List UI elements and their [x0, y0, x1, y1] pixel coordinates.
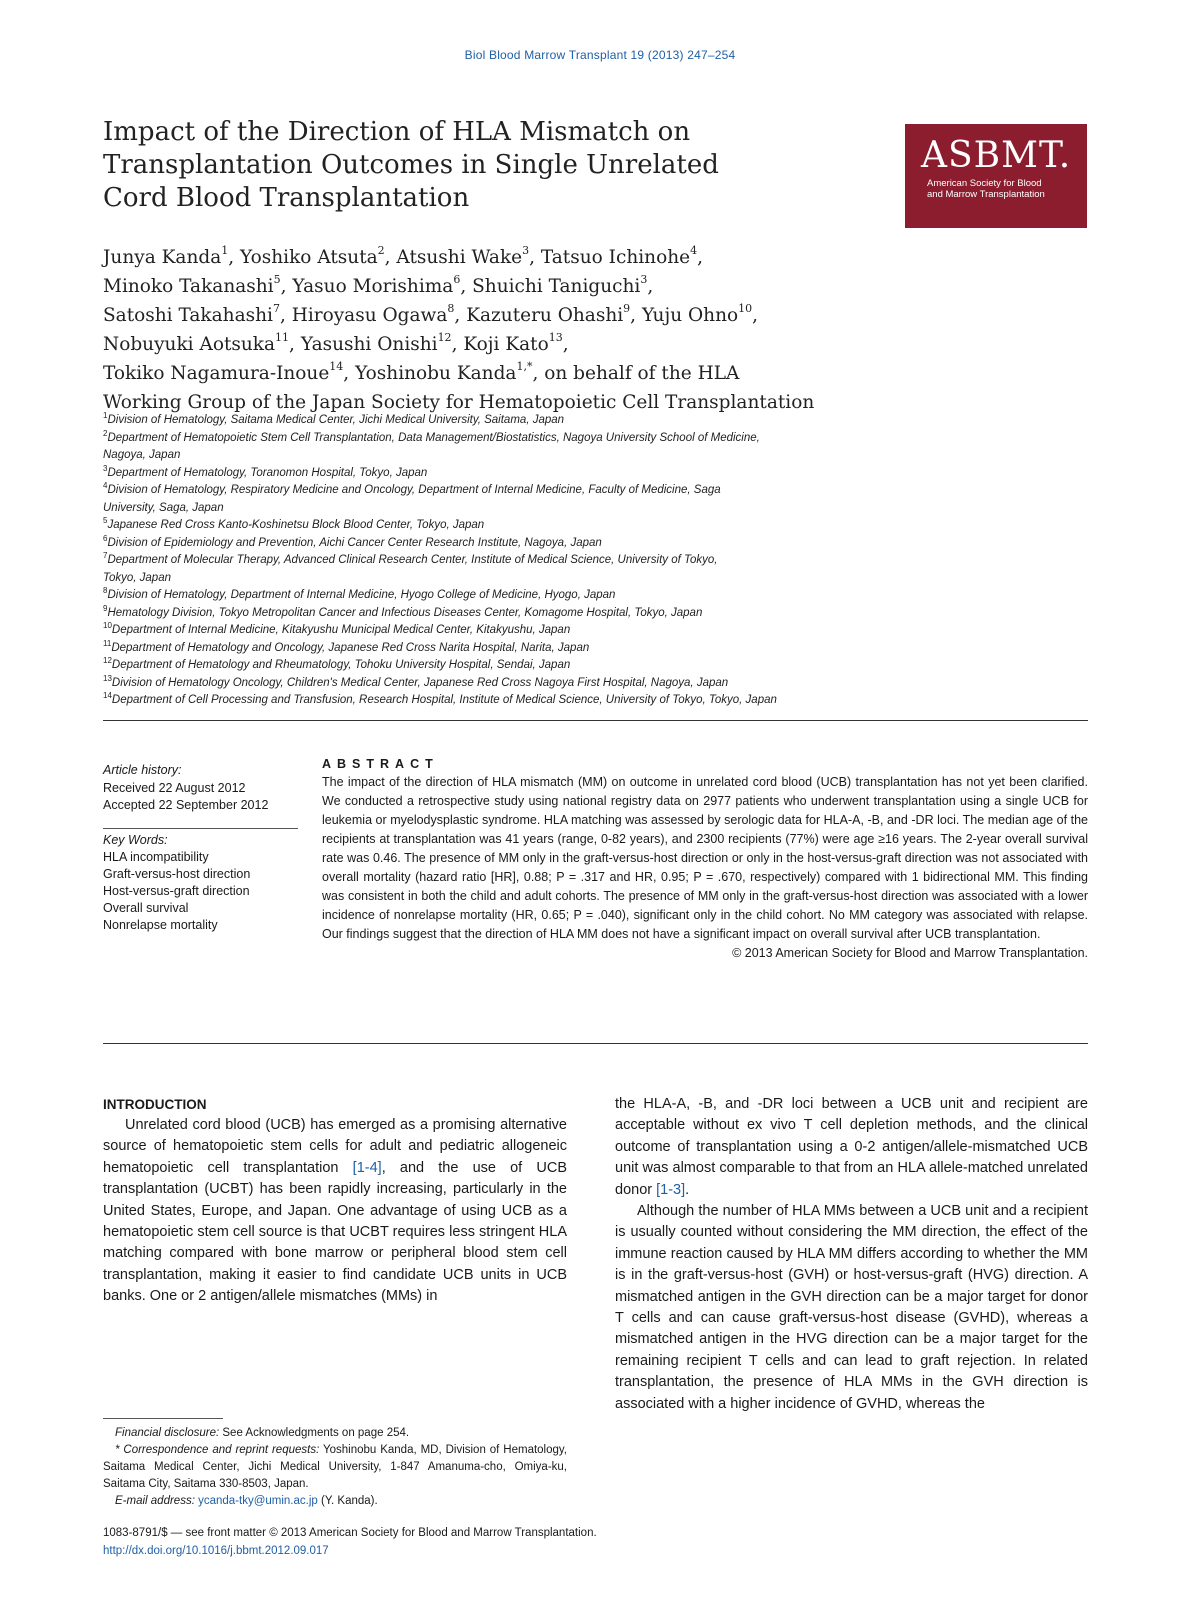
email-line — [103, 1493, 567, 1510]
paragraph — [615, 1094, 1088, 1201]
keyword-item: Nonrelapse mortality — [103, 918, 218, 932]
affiliation-marker[interactable]: 4 — [690, 244, 698, 257]
affiliation-text: Department of Internal Medicine, Kitakyushu Municipal Medical Center, Kitakyushu, Japan — [111, 624, 571, 636]
affiliation-text: Department of Hematology and Oncology, Japanese Red Cross Narita Hospital, Narita, Japan — [111, 641, 590, 654]
affiliation-marker[interactable]: 6 — [453, 273, 461, 286]
author-name: Junya Kanda — [103, 247, 222, 268]
affiliation-text: Hematology Division, Tokyo Metropolitan Cancer and Infectious Diseases Center, Komagome Hospital, Tokyo, Japan — [107, 606, 703, 619]
affiliation-line — [103, 552, 1003, 570]
affiliation-line — [103, 657, 1003, 675]
author-separator: , — [697, 247, 703, 268]
affiliation-marker[interactable]: 1 — [221, 244, 229, 257]
footnote-text: Yoshinobu Kanda, MD, Division of Hematology, Saitama Medical Center, Jichi Medical University, 1-847 Amanuma-cho, Omiya-ku, Saitama City, Saitama 330-8503, Japan. — [103, 1444, 567, 1490]
footnote-text: (Y. Kanda). — [317, 1495, 378, 1507]
author-separator: , — [279, 305, 292, 326]
paragraph-text: Unrelated cord blood (UCB) has emerged as a promising alternative source of hematopoietic stem cells for adult and pediatric allogeneic hematopoietic cell transplantation — [103, 1117, 567, 1176]
author-name: Yasuo Morishima — [292, 276, 454, 297]
affiliation-text: University, Saga, Japan — [103, 501, 224, 514]
keyword-item: HLA incompatibility — [103, 850, 209, 864]
author-separator: , on behalf of the HLA — [532, 363, 740, 384]
article-title — [103, 116, 803, 215]
affiliation-line — [103, 500, 1003, 518]
affiliation-text: Nagoya, Japan — [103, 449, 181, 461]
affiliation-line — [103, 430, 1003, 448]
affiliation-marker[interactable]: 11 — [275, 331, 290, 344]
author-separator: , — [460, 276, 473, 297]
affiliation-number: 2 — [103, 428, 108, 438]
author-name: Koji Kato — [463, 334, 549, 355]
author-separator: , — [647, 276, 654, 297]
history-label: Article history: — [103, 763, 182, 777]
divider — [103, 828, 298, 829]
footnote-label: E-mail address: — [115, 1495, 195, 1507]
abstract — [322, 755, 1088, 963]
affiliation-marker[interactable]: 2 — [377, 244, 385, 257]
author-name: Satoshi Takahashi — [103, 305, 273, 326]
affiliation-marker[interactable]: 10 — [738, 302, 753, 315]
right-column — [615, 1094, 1088, 1415]
affiliation-marker[interactable]: 8 — [447, 302, 455, 315]
affiliation-text: Department of Hematology, Toranomon Hospital, Tokyo, Japan — [107, 466, 428, 479]
author-list — [103, 243, 1003, 417]
affiliation-line — [103, 692, 1003, 710]
title-line: Impact of the Direction of HLA Mismatch on — [103, 117, 691, 147]
affiliation-text: Department of Hematology and Rheumatology, Tohoku University Hospital, Sendai, Japan — [111, 659, 571, 671]
affiliation-number: 5 — [103, 516, 108, 525]
title-line: Cord Blood Transplantation — [103, 183, 470, 213]
author-name: Nobuyuki Aotsuka — [103, 334, 276, 355]
author-name: Tatsuo Ichinohe — [540, 247, 691, 268]
copyright-notice: © 2013 American Society for Blood and Marrow Transplantation. — [732, 946, 1088, 960]
author-separator: , — [562, 334, 569, 355]
affiliation-number: 10 — [103, 621, 112, 630]
affiliation-text: Tokyo, Japan — [103, 571, 171, 584]
affiliation-line — [103, 640, 1003, 658]
author-name: Yasushi Onishi — [300, 334, 438, 355]
author-separator: , — [228, 247, 241, 268]
affiliation-text: Department of Cell Processing and Transfusion, Research Hospital, Institute of Medical Science, University of Tokyo, Tokyo, Japan — [111, 694, 777, 706]
asbmt-logo — [905, 124, 1087, 228]
affiliation-line — [103, 605, 1003, 623]
author-separator: , — [630, 305, 642, 326]
affiliation-number: 7 — [103, 551, 108, 560]
affiliation-text: Department of Hematopoietic Stem Cell Transplantation, Data Management/Biostatistics, Nagoya University School of Medicine, — [107, 431, 760, 444]
author-name: Working Group of the Japan Society for Hematopoietic Cell Transplantation — [103, 392, 815, 413]
affiliation-number: 11 — [103, 638, 112, 648]
affiliation-marker[interactable]: 3 — [522, 244, 530, 257]
logo-subtitle — [927, 178, 1071, 200]
author-separator: , — [280, 276, 293, 297]
section-heading: INTRODUCTION — [103, 1097, 207, 1112]
affiliation-text: Division of Hematology, Department of Internal Medicine, Hyogo College of Medicine, Hyogo, Japan — [107, 589, 616, 601]
author-separator: , — [384, 247, 397, 268]
paragraph-text: , and the use of UCB transplantation (UCBT) has been rapidly increasing, particularly in the United States, Europe, and Japan. One advantage of using UCB as a hematopoietic stem cell source is that UCBT requires less stringent HLA matching compared with bone marrow or peripheral blood stem cell transplantation, making it easier to find candidate UCB units in UCB banks. One or 2 antigen/allele mismatches (MMs) in — [103, 1159, 567, 1305]
footnote-divider — [103, 1418, 223, 1419]
affiliation-marker[interactable]: 7 — [272, 302, 280, 315]
affiliation-line — [103, 465, 1003, 483]
author-separator: , — [529, 247, 541, 268]
affiliation-marker[interactable]: 3 — [640, 273, 648, 286]
keywords-label: Key Words: — [103, 833, 168, 847]
logo-wordmark: ASBMT. — [921, 135, 1072, 176]
received-date: Received 22 August 2012 — [103, 780, 246, 795]
footnote-label: Financial disclosure: — [115, 1427, 220, 1439]
affiliation-text: Japanese Red Cross Kanto-Koshinetsu Block Blood Center, Tokyo, Japan — [107, 519, 485, 531]
affiliation-line — [103, 482, 1003, 500]
paragraph-text: the HLA-A, -B, and -DR loci between a UCB unit and recipient are acceptable without ex vivo T cell depletion methods, and the clinical outcome of transplantation using a 0-2 antigen/allele-mismatched UCB unit was almost comparable to that from an HLA allele-matched unrelated donor — [615, 1096, 1088, 1198]
correspondence — [103, 1442, 567, 1493]
author-name: Tokiko Nagamura-Inoue — [103, 363, 330, 384]
affiliation-line — [103, 570, 1003, 588]
accepted-date: Accepted 22 September 2012 — [103, 798, 269, 812]
author-separator: , — [752, 305, 759, 326]
author-separator: , — [343, 363, 356, 384]
issn-line: 1083-8791/$ — see front matter © 2013 American Society for Blood and Marrow Transplantation. — [103, 1527, 597, 1539]
author-line — [103, 359, 1003, 388]
divider — [103, 720, 1088, 721]
financial-disclosure — [103, 1425, 567, 1442]
affiliation-marker[interactable]: 13 — [548, 331, 563, 344]
affiliation-number: 9 — [103, 603, 108, 613]
citation-link[interactable]: [1-3] — [656, 1181, 686, 1198]
footnote-label: * Correspondence and reprint requests: — [115, 1444, 320, 1456]
affiliation-marker[interactable]: 12 — [437, 331, 452, 344]
affiliation-text: Division of Hematology, Respiratory Medicine and Oncology, Department of Internal Medicine, Faculty of Medicine, Saga — [107, 484, 721, 496]
affiliation-number: 14 — [103, 691, 112, 700]
keyword-item: Overall survival — [103, 901, 189, 915]
affiliation-line — [103, 517, 1003, 535]
affiliation-line — [103, 535, 1003, 553]
affiliation-number: 8 — [103, 586, 108, 595]
keyword-item: Host-versus-graft direction — [103, 884, 250, 898]
affiliation-number: 12 — [103, 656, 112, 665]
affiliation-line — [103, 587, 1003, 605]
paragraph — [103, 1115, 567, 1308]
paragraph: Although the number of HLA MMs between a UCB unit and a recipient is usually counted without considering the MM direction, the effect of the immune reaction caused by HLA MM differs according to whether the MM is in the graft-versus-host (GVH) or host-versus-graft (HVG) direction. A mismatched antigen in the GVH direction can be a major target for donor T cells and can cause graft-versus-host disease (GVHD), whereas a mismatched antigen in the HVG direction can be a major target for the remaining recipient T cells and can lead to graft rejection. In related transplantation, the presence of HLA MMs in the GVH direction is associated with a higher incidence of GVHD, whereas the — [615, 1203, 1088, 1412]
affiliation-text: Division of Hematology Oncology, Children's Medical Center, Japanese Red Cross Nagoya First Hospital, Nagoya, Japan — [111, 676, 729, 689]
keywords — [103, 832, 298, 934]
affiliation-number: 13 — [103, 673, 112, 683]
page-footer — [103, 1524, 803, 1560]
journal-reference[interactable]: Biol Blood Marrow Transplant 19 (2013) 247–254 — [464, 48, 736, 62]
author-line — [103, 243, 1003, 272]
email-link[interactable]: ycanda-tky@umin.ac.jp — [198, 1495, 318, 1507]
divider — [103, 1043, 1088, 1044]
logo-subtitle-line: and Marrow Transplantation — [927, 189, 1045, 200]
affiliation-text: Division of Hematology, Saitama Medical Center, Jichi Medical University, Saitama, Japan — [107, 414, 565, 426]
affiliation-text: Division of Epidemiology and Prevention, Aichi Cancer Center Research Institute, Nagoya, Japan — [107, 536, 602, 549]
footnote-text: See Acknowledgments on page 254. — [219, 1427, 410, 1439]
paragraph-text: . — [685, 1181, 690, 1198]
author-name: Yuju Ohno — [641, 305, 739, 326]
affiliation-list — [103, 412, 1003, 710]
affiliation-line — [103, 412, 1003, 430]
author-separator: , — [451, 334, 464, 355]
footnotes — [103, 1425, 567, 1510]
affiliation-number: 4 — [103, 481, 108, 490]
abstract-heading: ABSTRACT — [322, 757, 439, 771]
author-line — [103, 301, 1003, 330]
affiliation-number: 3 — [103, 463, 108, 473]
logo-subtitle-line: American Society for Blood — [927, 178, 1042, 189]
author-name: Shuichi Taniguchi — [472, 276, 641, 297]
author-name: Yoshiko Atsuta — [240, 247, 378, 268]
keyword-item: Graft-versus-host direction — [103, 867, 251, 881]
affiliation-line — [103, 447, 1003, 465]
author-name: Atsushi Wake — [396, 247, 523, 268]
citation-link[interactable]: [1-4] — [352, 1159, 382, 1176]
author-separator: , — [289, 334, 301, 355]
affiliation-marker[interactable]: 5 — [273, 273, 281, 286]
author-separator: , — [454, 305, 467, 326]
affiliation-number: 6 — [103, 533, 108, 543]
affiliation-marker[interactable]: 1,* — [516, 360, 533, 373]
affiliation-number: 1 — [103, 411, 108, 420]
author-line — [103, 272, 1003, 301]
affiliation-line — [103, 675, 1003, 693]
affiliation-text: Department of Molecular Therapy, Advanced Clinical Research Center, Institute of Medical Science, University of Tokyo, — [107, 554, 718, 566]
author-name: Yoshinobu Kanda — [355, 363, 517, 384]
doi-link[interactable]: http://dx.doi.org/10.1016/j.bbmt.2012.09.017 — [103, 1545, 329, 1557]
author-name: Hiroyasu Ogawa — [291, 305, 448, 326]
affiliation-marker[interactable]: 14 — [329, 360, 344, 373]
affiliation-line — [103, 622, 1003, 640]
article-history — [103, 762, 298, 815]
author-name: Kazuteru Ohashi — [466, 305, 624, 326]
author-name: Minoko Takanashi — [103, 276, 274, 297]
abstract-body: The impact of the direction of HLA mismatch (MM) on outcome in unrelated cord blood (UCB) transplantation has not yet been clarified. We conducted a retrospective study using national registry data on 2977 patients who underwent transplantation using a single UCB for leukemia or myelodysplastic syndrome. HLA matching was assessed by serologic data for HLA-A, -B, and -DR loci. The median age of the recipients at transplantation was 41 years (range, 0-82 years), and 2300 recipients (77%) were age ≥16 years. The 2-year overall survival rate was 0.46. The presence of MM only in the graft-versus-host direction or only in the host-versus-graft direction was not associated with overall mortality (hazard ratio [HR], 0.88; P = .317 and HR, 0.95; P = .670, respectively) compared with 1 bidirectional MM. This finding was consistent in both the child and adult cohorts. The presence of MM only in the graft-versus-host direction was associated with a lower incidence of nonrelapse mortality (HR, 0.65; P = .040), significant only in the child cohort. No MM category was associated with relapse. Our findings suggest that the direction of HLA MM does not have a significant impact on overall survival after UCB transplantation. — [322, 775, 1088, 941]
left-column — [103, 1094, 567, 1308]
affiliation-marker[interactable]: 9 — [623, 302, 631, 315]
author-line — [103, 330, 1003, 359]
title-line: Transplantation Outcomes in Single Unrelated — [103, 150, 719, 180]
